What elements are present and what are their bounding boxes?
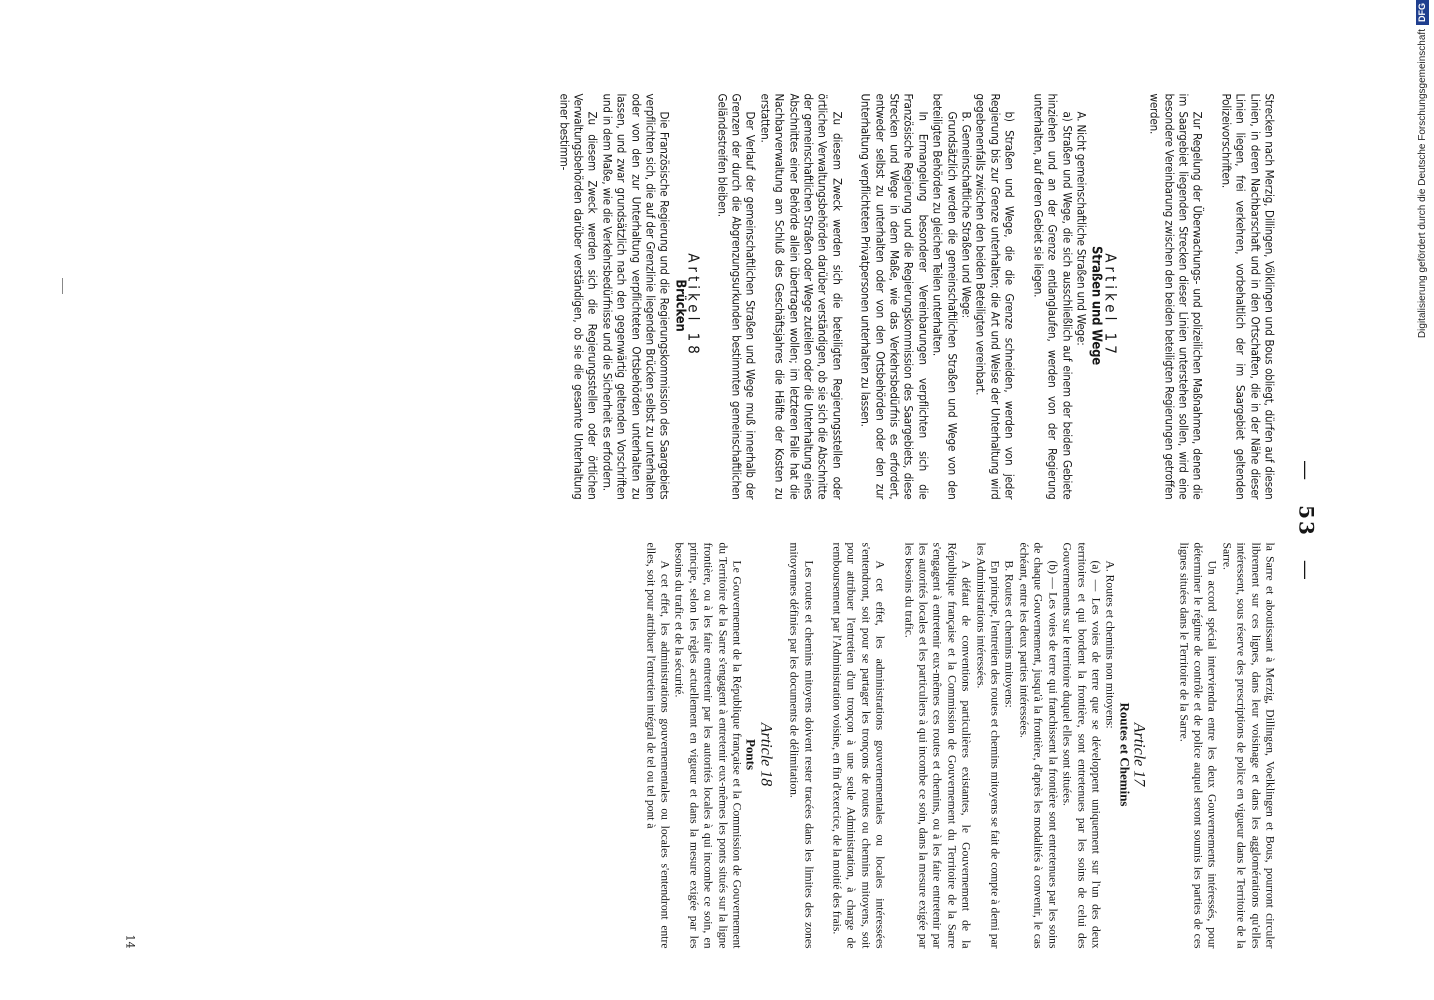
- french-paragraph: B. Routes et chemins mitoyens:: [1002, 560, 1016, 708]
- german-column: [116, 93, 1276, 499]
- dfg-logo: DFG: [1416, 0, 1429, 25]
- french-paragraph: A cet effet, les administrations gouvernementales ou locales s'entendront entre elles, soit pour attribuer l'entretien intégral de tel ou tel pont à: [643, 542, 671, 948]
- article-18-title-de: Brücken: [671, 278, 687, 332]
- german-paragraph: A. Nicht gemeinschaftliche Straßen und Wege:: [1073, 111, 1088, 346]
- french-paragraph: Les routes et chemins mitoyens doivent rester tracées dans les limites des zones mitoyennes définies par les documents de délimitation.: [787, 542, 815, 948]
- digitization-credit: [1412, 0, 1434, 1000]
- signature-mark: 14: [123, 934, 136, 948]
- german-paragraph: Die Französische Regierung und die Regierungskommission des Saargebiets verpflichten sich, die auf der Grenzlinie liegenden Brücken selbst zu unterhalten oder von den zur Unterhaltung verpflichteten Ortsbehörden unterhalten zu lassen, und zwar grundsätzlich nach den gegenwärtig geltenden Vorschriften und in dem Maße, wie die Verkehrsbedürfnisse und die Sicherheit es erfordern.: [599, 93, 672, 499]
- header-dash-right: —: [1294, 559, 1318, 582]
- german-paragraph: B. Gemeinschaftliche Straßen und Wege:: [959, 111, 974, 318]
- french-paragraph: A cet effet, les administrations gouvernementales ou locales intéressées s'entendront, soit pour se partager les tronçons de routes ou chemins mitoyens, soit pour attribuer l'entretien d'un tronçon à une seule Administration, à charge de remboursement par l'Administration voisine, en fin d'exercice, de la moitié des frais.: [830, 542, 887, 948]
- french-column: [116, 542, 1276, 948]
- french-paragraph: Le Gouvernement de la République française et la Commission de Gouvernement du Territoire de la Sarre s'engagent à entretenir eux-mêmes les ponts situés sur la ligne frontière, ou à les faire entretenir par les autorités locales à qui incombe ce soin, en principe, selon les règles actuellement en vigueur et dans la mesure exigée par les besoins du trafic et de la sécurité.: [672, 542, 743, 948]
- german-paragraph: Der Verlauf der gemeinschaftlichen Straßen und Wege muß innerhalb der Grenzen der durch die Abgrenzungsurkunden bestimmten gemeinschaftlichen Geländestreifen bleiben.: [714, 93, 758, 499]
- french-paragraph: En principe, l'entretien des routes et chemins mitoyens se fait de compte à demi par les Administrations intéressées.: [973, 542, 1002, 948]
- french-paragraph: A défaut de conventions particulières existantes, le Gouvernement de la République française et la Commission de Gouvernement du Territoire de la Sarre s'engagent à entretenir eux-mêmes ces routes et chemins, ou à les faire entretenir par les autorités locales et les particuliers à qui incombe ce soin, dans la mesure exigée par les besoins du trafic.: [901, 542, 973, 948]
- german-paragraph: Zu diesem Zweck werden sich die beteiligten Regierungsstellen oder örtlichen Verwaltungsbehörden darüber verständigen, ob sie sich die Abschnitte der gemeinschaftlichen Straßen oder Wege zuteilen oder die Unterhaltung eines Abschnittes einer Behörde allein übertragen wollen; im letzteren Falle hat die Nachbarverwaltung am Schluß des Geschäftsjahres die Hälfte der Kosten zu erstatten.: [757, 93, 844, 499]
- german-paragraph: In Ermangelung besonderer Vereinbarungen verpflichten sich die Französische Regierung und die Regierungskommission des Saargebiets, diese Strecken und Wege in dem Maße, wie das Verkehrsbedürfnis es erfordert, entweder selbst zu unterhalten oder von den Ortsbehörden oder den zur Unterhaltung verpflichteten Privatpersonen unterhalten zu lassen.: [858, 93, 930, 499]
- french-paragraph: la Sarre et aboutissant à Merzig, Dillingen, Voelklingen et Bous, pourront circuler librement sur ces lignes, dans leur voisinage et dans les agglomérations qu'elles intéressent, sous réserve des prescriptions de police en vigueur dans le Territoire de la Sarre.: [1219, 542, 1276, 948]
- french-paragraph: Un accord spécial interviendra entre les deux Gouvernements intéressés, pour déterminer le régime de contrôle et de police auquel seront soumis les parties de ces lignes situées dans le Territoire de la Sarre.: [1176, 542, 1219, 948]
- german-paragraph: Grundsätzlich werden die gemeinschaftlichen Straßen und Wege von den beteiligten Behörden zu gleichen Teilen unterhalten.: [930, 93, 959, 499]
- article-17-heading-de: Artikel 17: [1100, 252, 1119, 358]
- article-18-heading-de: Artikel 18: [684, 252, 703, 358]
- german-paragraph: Zur Regelung der Überwachungs- und polizeilichen Maßnahmen, denen die im Saargebiet liegenden Strecken dieser Linien unterstehen sollen, wird eine besondere Vereinbarung zwischen den beiden beteiligten Regierungen getroffen werden.: [1147, 93, 1205, 499]
- document-page: [108, 93, 1318, 948]
- article-17-heading-fr: Article 17: [1130, 722, 1148, 786]
- german-paragraph: b) Straßen und Wege, die die Grenze schneiden, werden von jeder Regierung bis zur Grenze unterhalten; die Art und Weise der Unterhaltung wird gegebenenfalls zwischen den beiden Beteiligten vereinbart.: [973, 93, 1017, 499]
- french-paragraph: A. Routes et chemins non mitoyens:: [1103, 560, 1117, 729]
- credit-text: Digitalisierung gefördert durch die Deutsche Forschungsgemeinschaft: [1417, 29, 1428, 339]
- rotated-page-content: [108, 93, 1318, 948]
- article-17-title-fr: Routes et Chemins: [1116, 702, 1132, 806]
- credit-text-line: [1412, 0, 1434, 1000]
- german-paragraph: a) Straßen und Wege, die sich ausschließlich auf einem der beiden Gebiete hinziehen und an der Grenze entlanglaufen, werden von der Regierung unterhalten, auf deren Gebiet sie liegen.: [1030, 93, 1074, 499]
- german-paragraph: Strecken nach Merzig, Dillingen, Völklingen und Bous obliegt, dürfen auf diesen Linien, in deren Nachbarschaft und in den Ortschaften, die in der Nähe dieser Linien liegen, frei verkehren, vorbehaltlich der im Saargebiet geltenden Polizeivorschriften.: [1218, 93, 1276, 499]
- page-header: [1284, 93, 1318, 948]
- article-18-title-fr: Ponts: [743, 738, 759, 770]
- french-paragraph: (a) — Les voies de terre que se développent uniquement sur l'un des deux territoires et qui bordent la frontière, sont entretenues par les soins de celui des Gouvernements sur le territoire duquel elles sont situées.: [1060, 542, 1102, 948]
- article-18-heading-fr: Article 18: [756, 722, 774, 786]
- header-dash-left: —: [1294, 459, 1318, 482]
- french-paragraph: (b) — Les voies de terre qui franchissent la frontière sont entretenues par les soins de chaque Gouvernement, jusqu'à la frontière, d'après les modalités à convenir, le cas échéant, entre les deux parties intéressées.: [1016, 542, 1059, 948]
- page-number: 53: [1294, 504, 1318, 537]
- german-paragraph: Zu diesem Zweck werden sich die Regierungsstellen oder örtlichen Verwaltungsbehörden darüber verständigen, ob sie die gesamte Unterhaltung einer bestimm-: [556, 93, 600, 499]
- scan-mark: [62, 278, 63, 294]
- article-17-title-de: Straßen und Wege: [1088, 245, 1104, 365]
